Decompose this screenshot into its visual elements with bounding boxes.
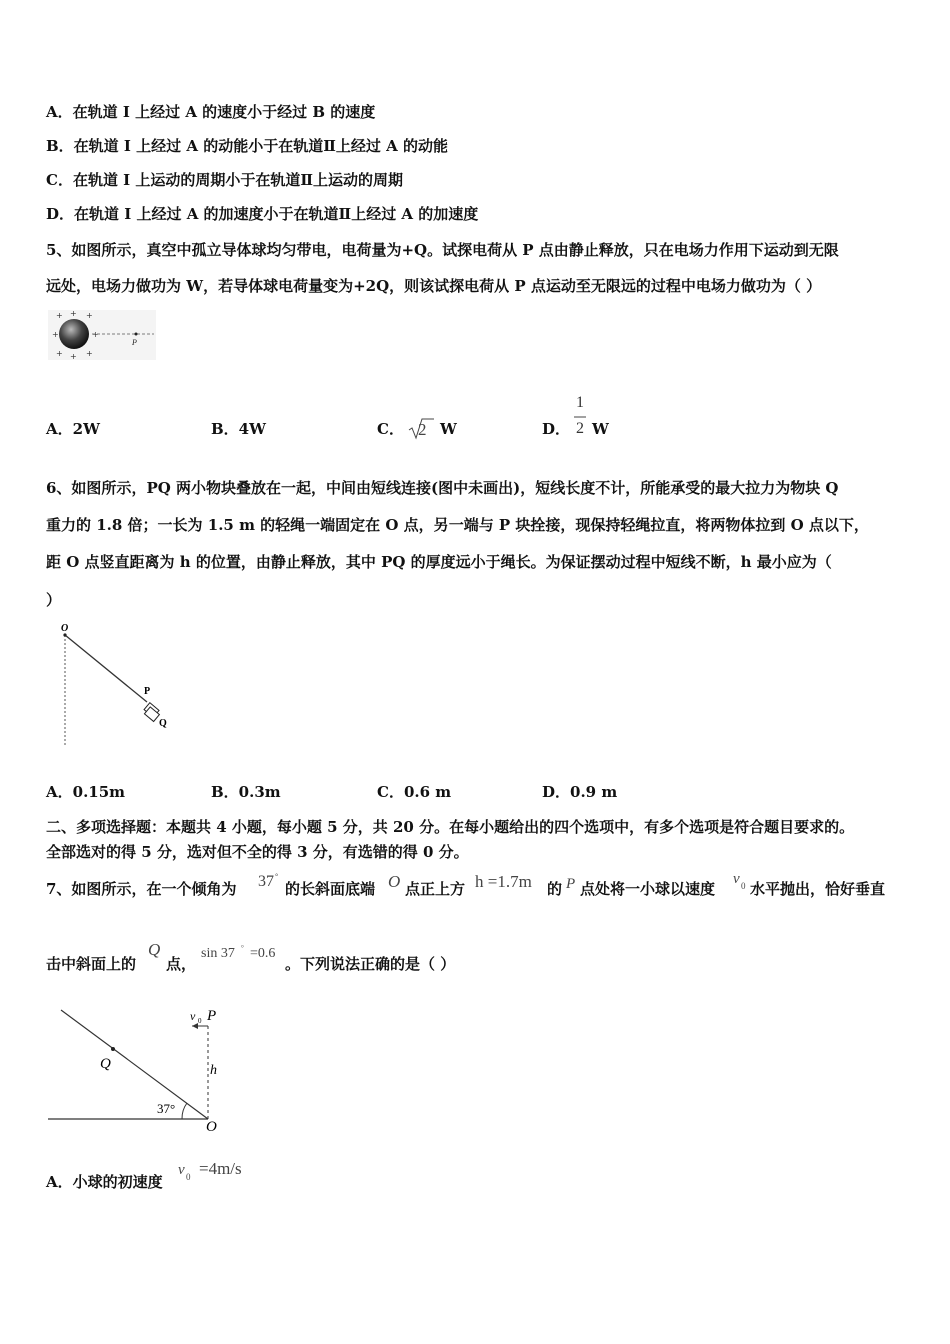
q4-option-c: C．在轨道 I 上运动的周期小于在轨道Ⅱ上运动的周期 xyxy=(46,171,404,189)
q5-option-c-label: C． xyxy=(377,420,404,438)
q7-point-o: O xyxy=(388,872,401,891)
q7-sin-value: =0.6 xyxy=(250,946,276,961)
q7-fig-v0-subscript: 0 xyxy=(198,1017,202,1025)
q7-velocity-subscript: 0 xyxy=(741,881,746,891)
q6-option-c: C．0.6 m xyxy=(377,783,452,801)
q7-velocity-symbol: v xyxy=(733,871,740,887)
fraction-bar xyxy=(574,416,588,418)
q7-text-part5: 点处将一小球以速度 xyxy=(580,880,716,898)
svg-text:+: + xyxy=(86,311,93,320)
q6-fig-label-p: P xyxy=(144,686,151,697)
q6-pendulum-figure xyxy=(55,620,185,750)
q7-text-part7: 击中斜面上的 xyxy=(46,955,137,973)
q7-fig-angle: 37° xyxy=(157,1101,176,1116)
section2-instruction-line1: 二、多项选择题：本题共 4 小题，每小题 5 分，共 20 分。在每小题给出的四个选项中，有多个选项是符合题目要求的。 xyxy=(46,818,855,836)
q7-option-a-text: A．小球的初速度 xyxy=(46,1173,163,1191)
q7-option-a-subscript: 0 xyxy=(186,1172,191,1182)
q7-fig-label-q: Q xyxy=(100,1056,111,1072)
q7-option-a-velocity: v xyxy=(178,1162,185,1178)
q7-sin-degree: ° xyxy=(241,944,244,952)
q7-text-part3: 点正上方 xyxy=(405,880,466,898)
q6-text-line4: ） xyxy=(46,591,62,609)
svg-text:+: + xyxy=(86,349,93,358)
q7-incline-figure xyxy=(46,1000,236,1140)
q7-fig-label-h: h xyxy=(210,1063,217,1078)
q7-angle-value: 37 xyxy=(258,873,274,890)
q7-fig-label-p: P xyxy=(207,1008,217,1024)
q5-option-d-unit: W xyxy=(592,420,609,438)
q7-text-part9: 。下列说法正确的是（ ） xyxy=(285,955,456,973)
q5-option-d-denominator: 2 xyxy=(576,420,584,437)
q7-sin-expr: sin 37 xyxy=(201,946,235,961)
q6-fig-label-o: O xyxy=(61,623,69,634)
q6-text-line3: 距 O 点竖直距离为 h 的位置，由静止释放，其中 PQ 的厚度远小于绳长。为保证摆动过程中短线不断，h 最小应为（ xyxy=(46,553,832,571)
svg-text:+: + xyxy=(70,309,77,318)
q4-option-d: D．在轨道 I 上经过 A 的加速度小于在轨道Ⅱ上经过 A 的加速度 xyxy=(46,205,479,223)
q6-text-line2: 重力的 1.8 倍；一长为 1.5 m 的轻绳一端固定在 O 点，另一端与 P 块拴接，现保持轻绳拉直，将两物体拉到 O 点以下， xyxy=(46,516,869,534)
svg-text:+: + xyxy=(56,311,63,320)
q5-charged-sphere-figure xyxy=(48,310,156,360)
q7-text-part2: 的长斜面底端 xyxy=(285,880,376,898)
q5-option-b: B．4W xyxy=(211,420,266,438)
q6-option-d: D．0.9 m xyxy=(542,783,618,801)
q4-option-b: B．在轨道 I 上经过 A 的动能小于在轨道Ⅱ上经过 A 的动能 xyxy=(46,137,448,155)
q7-fig-v0: v xyxy=(190,1009,196,1023)
q5-option-c-unit: W xyxy=(440,420,457,438)
q5-option-c-radicand: 2 xyxy=(418,420,427,439)
svg-text:+: + xyxy=(56,349,63,358)
section2-instruction-line2: 全部选对的得 5 分，选对但不全的得 3 分，有选错的得 0 分。 xyxy=(46,843,469,861)
q5-text-line2: 远处，电场力做功为 W，若导体球电荷量变为+2Q，则该试探电荷从 P 点运动至无限远的过程中电场力做功为（ ） xyxy=(46,277,822,295)
q4-option-a: A．在轨道 I 上经过 A 的速度小于经过 B 的速度 xyxy=(46,103,376,121)
q5-fig-label-p: P xyxy=(132,338,137,347)
q7-text-part4: 的 xyxy=(547,880,563,898)
q7-text-part6: 水平抛出，恰好垂直 xyxy=(750,880,886,898)
q6-text-line1: 6、如图所示，PQ 两小物块叠放在一起，中间由短线连接(图中未画出)，短线长度不计，所能承受的最大拉力为物块 Q xyxy=(46,479,839,497)
q6-option-b: B．0.3m xyxy=(211,783,281,801)
svg-text:+: + xyxy=(70,352,77,361)
svg-text:+: + xyxy=(52,330,59,339)
q7-height-expr: h =1.7m xyxy=(475,872,532,891)
q5-text-line1: 5、如图所示，真空中孤立导体球均匀带电，电荷量为+Q。试探电荷从 P 点由静止释放，只在电场力作用下运动到无限 xyxy=(46,241,839,259)
q7-text-part1: 7、如图所示，在一个倾角为 xyxy=(46,880,237,898)
q7-angle-degree: ° xyxy=(275,872,279,881)
q7-option-a-value: =4m/s xyxy=(199,1159,242,1178)
q5-option-d-label: D． xyxy=(542,420,571,438)
q5-option-d-numerator: 1 xyxy=(576,394,584,411)
q6-fig-label-q: Q xyxy=(159,718,167,729)
q7-text-part8: 点， xyxy=(166,955,197,973)
q7-point-p: P xyxy=(566,876,576,892)
q7-fig-label-o: O xyxy=(206,1119,217,1135)
svg-text:+: + xyxy=(92,330,99,339)
q5-option-a: A．2W xyxy=(46,420,100,438)
q6-option-a: A．0.15m xyxy=(46,783,126,801)
q7-point-q: Q xyxy=(148,940,161,959)
